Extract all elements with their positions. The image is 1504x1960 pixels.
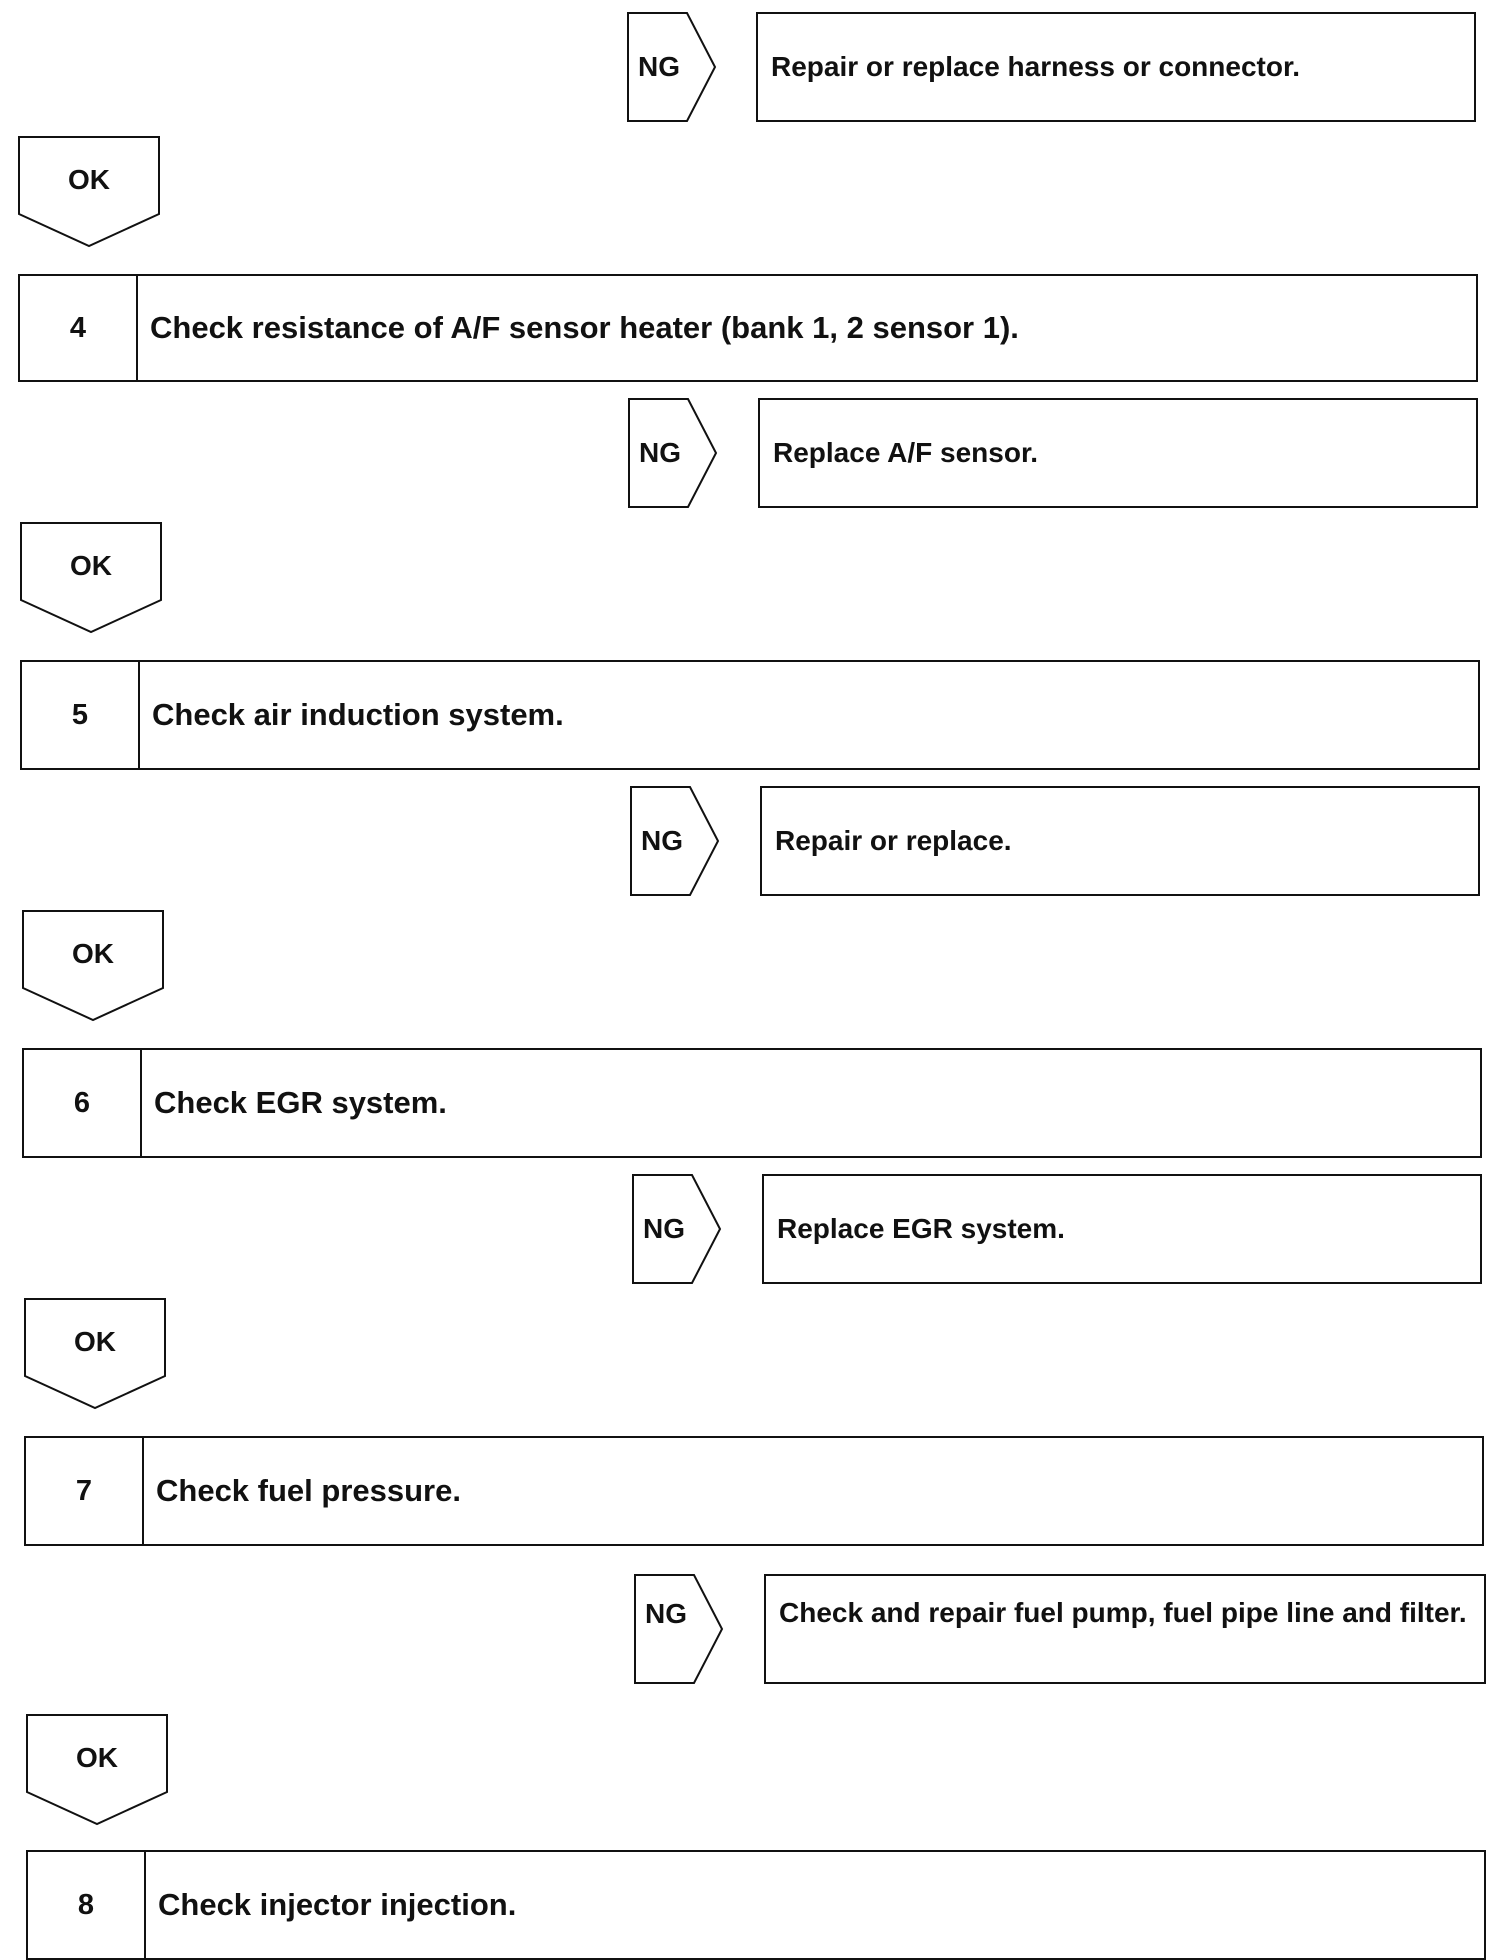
ng-label: NG (639, 437, 681, 468)
step-number: 4 (20, 276, 138, 380)
ok-label: OK (76, 1742, 118, 1773)
step-text: Check fuel pressure. (156, 1473, 461, 1508)
step-number: 8 (28, 1852, 146, 1958)
result-box-replace-egr: Replace EGR system. (762, 1174, 1482, 1284)
ok-label: OK (70, 550, 112, 581)
result-box-replace-af-sensor: Replace A/F sensor. (758, 398, 1478, 508)
step-text: Check air induction system. (152, 697, 564, 732)
step-number: 6 (24, 1050, 142, 1156)
step-text: Check injector injection. (158, 1887, 517, 1922)
ok-label: OK (68, 164, 110, 195)
ok-label: OK (74, 1326, 116, 1357)
ng-label: NG (638, 51, 680, 82)
step-number: 5 (22, 662, 140, 768)
step-box-8 (26, 1850, 1486, 1960)
step-box-7 (24, 1436, 1484, 1546)
result-box-fuel-pump: Check and repair fuel pump, fuel pipe line and filter. (764, 1574, 1486, 1684)
step-box-4 (18, 274, 1478, 382)
ng-label: NG (645, 1598, 687, 1629)
ng-label: NG (643, 1213, 685, 1244)
result-box-repair-harness: Repair or replace harness or connector. (756, 12, 1476, 122)
ng-label: NG (641, 825, 683, 856)
step-number: 7 (26, 1438, 144, 1544)
step-box-6 (22, 1048, 1482, 1158)
ok-label: OK (72, 938, 114, 969)
step-text: Check EGR system. (154, 1085, 447, 1120)
result-box-repair-or-replace: Repair or replace. (760, 786, 1480, 896)
step-box-5 (20, 660, 1480, 770)
step-text: Check resistance of A/F sensor heater (bank 1, 2 sensor 1). (150, 310, 1019, 345)
